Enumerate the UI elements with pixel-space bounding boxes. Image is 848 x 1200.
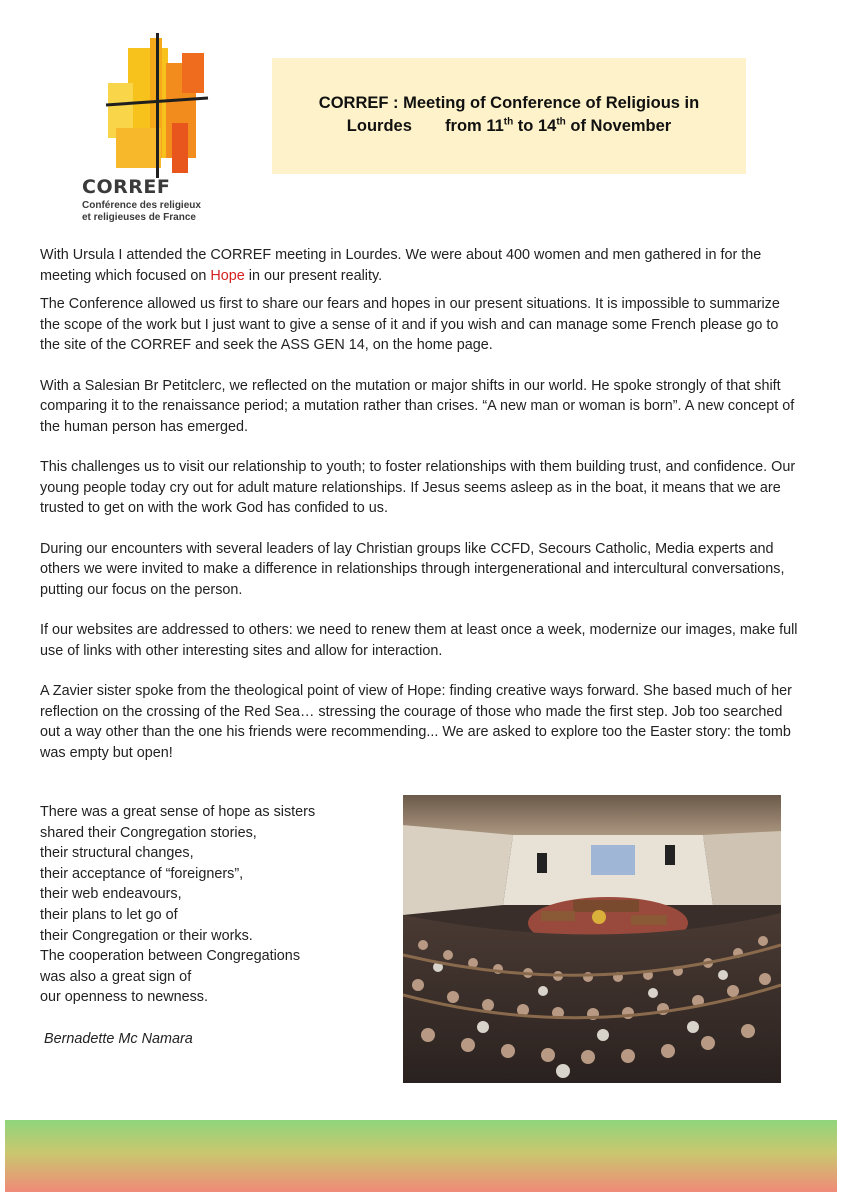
title-place: Lourdes [346, 117, 412, 135]
title-line-1: CORREF : Meeting of Conference of Religious in [318, 94, 700, 112]
corref-logo [78, 28, 218, 228]
p1-text-a: With Ursula I attended the CORREF meeting in Lourdes. We were about 400 women and men gathered in for the meeting which focused on [40, 247, 762, 284]
paragraph-4: This challenges us to visit our relationship to youth; to foster relationships with them building trust, and confidence. Our young people today cry out for adult mature relationships. If Jesus seems asleep as in the boat, it means that we are trusted to get on with the work God has confided to us. [40, 459, 796, 516]
title-from: from 11 [445, 117, 504, 135]
poem-line: their plans to let go of [40, 906, 178, 923]
paragraph-1 [40, 245, 800, 286]
poem-line: their structural changes, [40, 845, 194, 862]
poem-line: The cooperation between Congregations [40, 948, 301, 965]
poem-block [40, 802, 380, 1008]
article-body [40, 245, 800, 783]
paragraph-5: During our encounters with several leaders of lay Christian groups like CCFD, Secours Catholic, Media experts and others we were invited to make a difference in relationships through intergenerational and intercultural conversations, putting our focus on the person. [40, 540, 785, 598]
title-sup-2: th [556, 116, 566, 128]
logo-wordmark: CORREF [82, 176, 171, 198]
paragraph-6: If our websites are addressed to others: we need to renew them at least once a week, modernize our images, make full use of links with other interesting sites and allow for interaction. [40, 622, 798, 659]
poem-line: their web endeavours, [40, 886, 182, 903]
poem-line: our openness to newness. [40, 989, 209, 1006]
title-line-2 [272, 115, 746, 138]
logo-subtitle-line2: et religieuses de France [82, 212, 196, 223]
poem-line: their acceptance of “foreigners”, [40, 865, 244, 882]
paragraph-3: With a Salesian Br Petitclerc, we reflected on the mutation or major shifts in our world. He spoke strongly of that shift comparing it to the renaissance period; a mutation rather than crises. “A new man or woman is born”. A new concept of the human person has emerged. [40, 377, 795, 435]
footer-gradient-band [5, 1120, 837, 1192]
paragraph-7: A Zavier sister spoke from the theological point of view of Hope: finding creative ways forward. She based much of her reflection on the crossing of the Red Sea… stressing the courage of those who made the first step. Job too searched out a way other than the one his friends were recommending... We are asked to explore too the Easter story: the tomb was empty but open! [40, 683, 792, 761]
poem-line: There was a great sense of hope as sisters [40, 804, 316, 820]
title-sup-1: th [503, 116, 514, 128]
p1-text-b: in our present reality. [244, 267, 383, 284]
hope-highlight: Hope [210, 267, 245, 284]
title-to: to 14 [513, 117, 557, 135]
logo-subtitle [82, 200, 201, 224]
poem-line: was also a great sign of [40, 968, 192, 985]
logo-cross-icon [78, 28, 218, 178]
poem-line: their Congregation or their works. [40, 927, 253, 944]
conference-hall-photo [403, 795, 781, 1083]
paragraph-2: The Conference allowed us first to share our fears and hopes in our present situations. It is impossible to summarize the scope of the work but I just want to give a sense of it and if you wish and can manage some French please go to the site of the CORREF and seek the ASS GEN 14, on the home page. [40, 296, 780, 353]
logo-subtitle-line1: Conférence des religieux [82, 200, 201, 211]
signature: Bernadette Mc Namara [44, 1031, 193, 1047]
title-box [272, 58, 746, 174]
poem-line: shared their Congregation stories, [40, 824, 257, 841]
title-end: of November [565, 117, 672, 135]
